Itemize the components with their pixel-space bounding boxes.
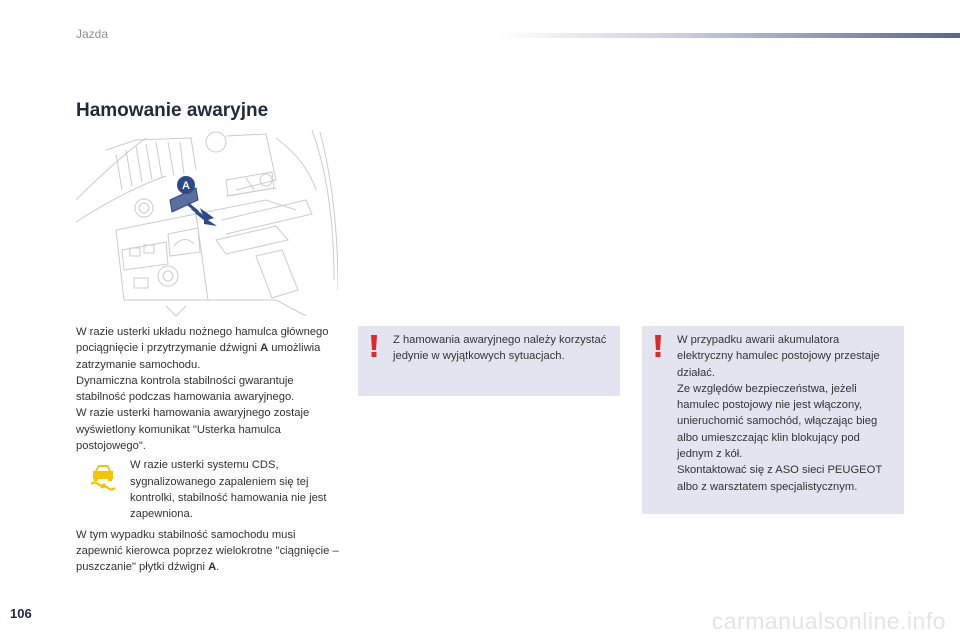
- paragraph-4: W tym wypadku stabilność samochodu musi zapewnić kierowca poprzez wielokrotne "ciągnięcie – puszczanie" płytki dźwigni A.: [76, 528, 339, 574]
- exclamation-icon: [368, 334, 380, 358]
- note2-line-3: Skontaktować się z ASO sieci PEUGEOT albo z warsztatem specjalistycznym.: [677, 464, 882, 493]
- note2-line-2: Ze względów bezpieczeństwa, jeżeli hamulec postojowy nie jest włączony, unieruchomić samochód, włączając bieg albo umieszczając klin blokujący pod jednym z kół.: [677, 382, 878, 461]
- stability-warning-row: [76, 457, 342, 522]
- page-title: Hamowanie awaryjne: [76, 100, 269, 121]
- header-bar: [500, 33, 960, 38]
- note-box-battery: [642, 326, 904, 514]
- main-body: [76, 324, 342, 575]
- exclamation-icon: [652, 334, 664, 358]
- marker-a-label: A: [182, 180, 190, 192]
- warning-text: W razie usterki systemu CDS, sygnalizowanego zapaleniem się tej kontrolki, stabilność hamowania nie jest zapewniona.: [130, 459, 327, 521]
- paragraph-3: W razie usterki hamowania awaryjnego zostaje wyświetlony komunikat "Usterka hamulca postojowego".: [76, 407, 310, 453]
- paragraph-2: Dynamiczna kontrola stabilności gwarantuje stabilność podczas hamowania awaryjnego.: [76, 374, 295, 404]
- stability-control-warning-icon: [88, 461, 118, 491]
- paragraph-1: W razie usterki układu nożnego hamulca głównego pociągnięcie i przytrzymanie dźwigni A umożliwia zatrzymanie samochodu.: [76, 326, 329, 371]
- dashboard-illustration: [76, 130, 338, 316]
- note-box-emergency: [358, 326, 620, 396]
- section-label: Jazda: [76, 27, 109, 41]
- note2-text: [677, 332, 892, 495]
- watermark: carmanualsonline.info: [711, 608, 946, 634]
- note2-line-1: W przypadku awarii akumulatora elektryczny hamulec postojowy przestaje działać.: [677, 334, 880, 379]
- page-number: 106: [10, 606, 32, 621]
- note1-text: Z hamowania awaryjnego należy korzystać jedynie w wyjątkowych sytuacjach.: [393, 334, 607, 363]
